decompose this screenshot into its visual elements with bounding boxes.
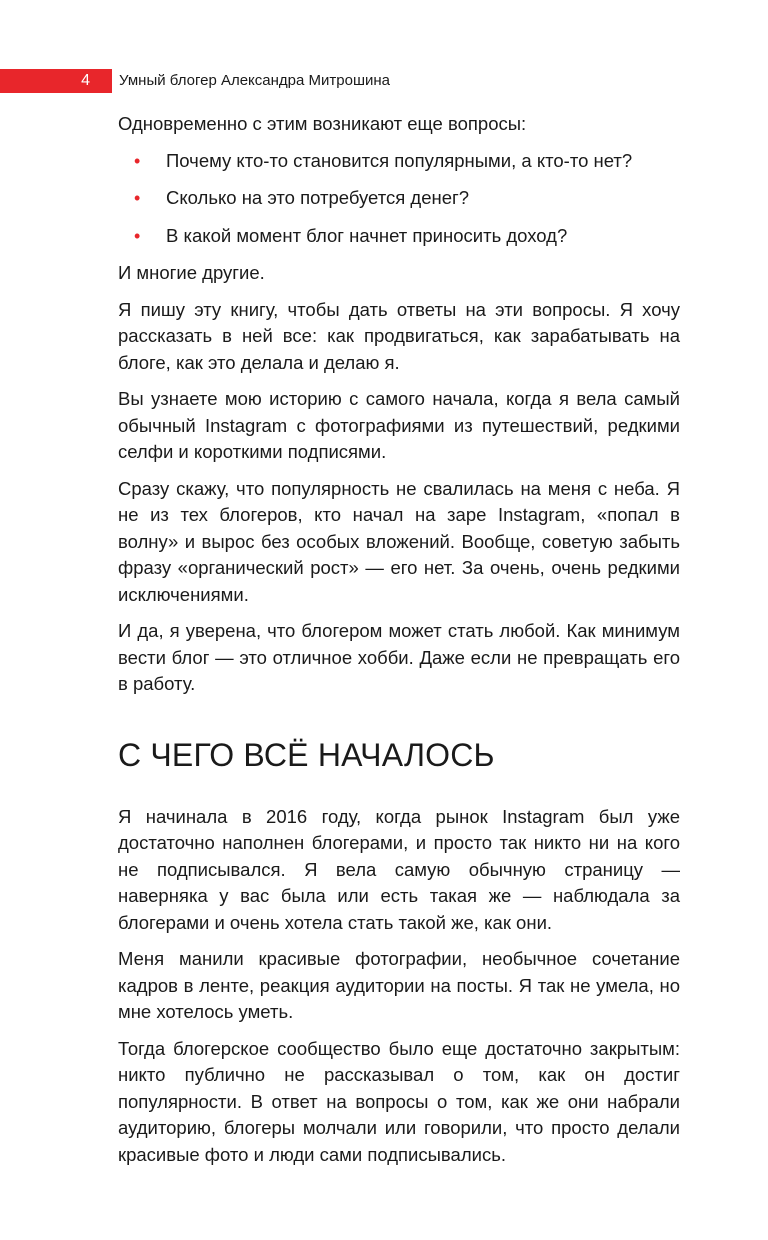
paragraph-lead: Одновременно с этим возникают еще вопросы: [118, 113, 527, 134]
page-content [118, 111, 680, 1178]
bullet-icon: • [134, 225, 141, 246]
question-list [118, 148, 680, 250]
paragraph: Тогда блогерское сообщество было еще достаточно закрытым: никто публично не рассказывал о том, как он достиг популярности. В ответ на вопросы о том, как же они набрали аудиторию, блогеры молчали или говорили, что просто делали красивые фото и люди сами подписывались. [118, 1037, 680, 1165]
list-item [118, 148, 680, 175]
list-item [118, 185, 680, 212]
paragraph: Сразу скажу, что популярность не свалилась на меня с неба. Я не из тех блогеров, кто начал на заре Instagram, «попал в волну» и вырос без особых вложений. Вообще, советую забыть фразу «органический рост» — его нет. За очень, очень редкими исключениями. [118, 477, 680, 605]
page-number: 4 [81, 72, 90, 89]
paragraph: Я начинала в 2016 году, когда рынок Instagram был уже достаточно наполнен блогерами, и просто так никто ни на кого не подписывался. Я вела самую обычную страницу — наверняка у вас была или есть такая же — наблюдала за блогерами и очень хотела стать такой же, как они. [118, 805, 680, 933]
paragraph: Вы узнаете мою историю с самого начала, когда я вела самый обычный Instagram с фотографиями из путешествий, редкими селфи и короткими подписями. [118, 388, 680, 462]
running-title: Умный блогер Александра Митрошина [119, 72, 390, 89]
list-item-text: Сколько на это потребуется денег? [166, 187, 470, 208]
paragraph: И да, я уверена, что блогером может стать любой. Как минимум вести блог — это отличное хобби. Даже если не превращать его в работу. [118, 620, 680, 694]
paragraph: Я пишу эту книгу, чтобы дать ответы на эти вопросы. Я хочу рассказать в ней все: как продвигаться, как зарабатывать на блоге, как это делала и делаю я. [118, 298, 680, 373]
page-header [0, 69, 768, 93]
list-item [118, 223, 680, 250]
bullet-icon: • [134, 150, 141, 171]
list-item-text: В какой момент блог начнет приносить доход? [166, 224, 568, 246]
section-title: С ЧЕГО ВСЁ НАЧАЛОСЬ [118, 736, 495, 773]
list-item-text: Почему кто-то становится популярными, а кто-то нет? [166, 149, 633, 171]
bullet-icon: • [134, 188, 141, 208]
paragraph: Меня манили красивые фотографии, необычное сочетание кадров в ленте, реакция аудитории на посты. Я так не умела, но мне хотелось уметь. [118, 948, 680, 1022]
paragraph: И многие другие. [118, 262, 265, 283]
page-number-bar [0, 69, 112, 93]
